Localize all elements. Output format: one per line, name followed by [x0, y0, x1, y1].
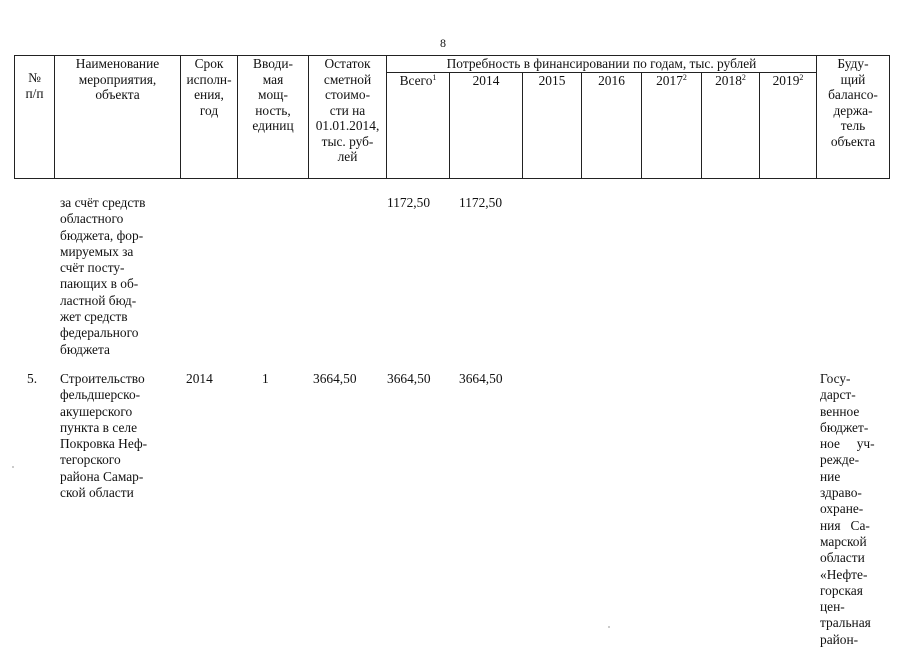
- funding-source-text: за счёт средств областного бюджета, фор- мируемых за счёт посту- пающих в об- ластной бюд- жет средств федерального бюджета: [60, 195, 146, 357]
- row5-2014: 3664,50: [459, 371, 503, 386]
- header-year-total: Всего$^1$: [387, 72, 450, 178]
- header-term: Срок исполн- ения, год: [181, 56, 238, 179]
- row5-holder: Госу- дарст- венное бюджет- ное уч- режде- ние здраво- охране- ния Са- марской области «Нефте- горская цен- тральная район-: [820, 371, 875, 647]
- header-year-2018: 2018$^2$: [702, 72, 760, 178]
- row5-total: 3664,50: [387, 371, 431, 386]
- row5-number: 5.: [27, 371, 38, 386]
- header-year-2016: 2016: [582, 72, 642, 178]
- row5-term: 2014: [186, 371, 213, 386]
- header-year-2015: 2015: [523, 72, 582, 178]
- table-header: [14, 55, 890, 179]
- header-year-2014: 2014: [450, 72, 523, 178]
- header-capacity: Вводи- мая мощ- ность, единиц: [238, 56, 309, 179]
- scan-speck: [608, 626, 610, 628]
- header-num: № п/п: [15, 56, 55, 179]
- row5-capacity: 1: [262, 371, 269, 386]
- scan-speck: [12, 466, 14, 468]
- header-name: Наименование мероприятия, объекта: [55, 56, 181, 179]
- funding-2014: 1172,50: [459, 195, 503, 210]
- header-balance: Остаток сметной стоимо- сти на 01.01.2014, тыс. руб- лей: [309, 56, 387, 179]
- header-need-title: Потребность в финансировании по годам, тыс. рублей: [387, 56, 817, 73]
- header-holder: Буду- щий балансо- держа- тель объекта: [817, 56, 890, 179]
- header-year-2017: 2017$^2$: [642, 72, 702, 178]
- page-number: 8: [440, 36, 446, 50]
- header-year-2019: 2019$^2$: [760, 72, 817, 178]
- funding-total: 1172,50: [387, 195, 431, 210]
- row5-balance: 3664,50: [313, 371, 357, 386]
- row5-name: Строительство фельдшерско- акушерского пункта в селе Покровка Неф- тегорского района Самар- ской области: [60, 371, 148, 501]
